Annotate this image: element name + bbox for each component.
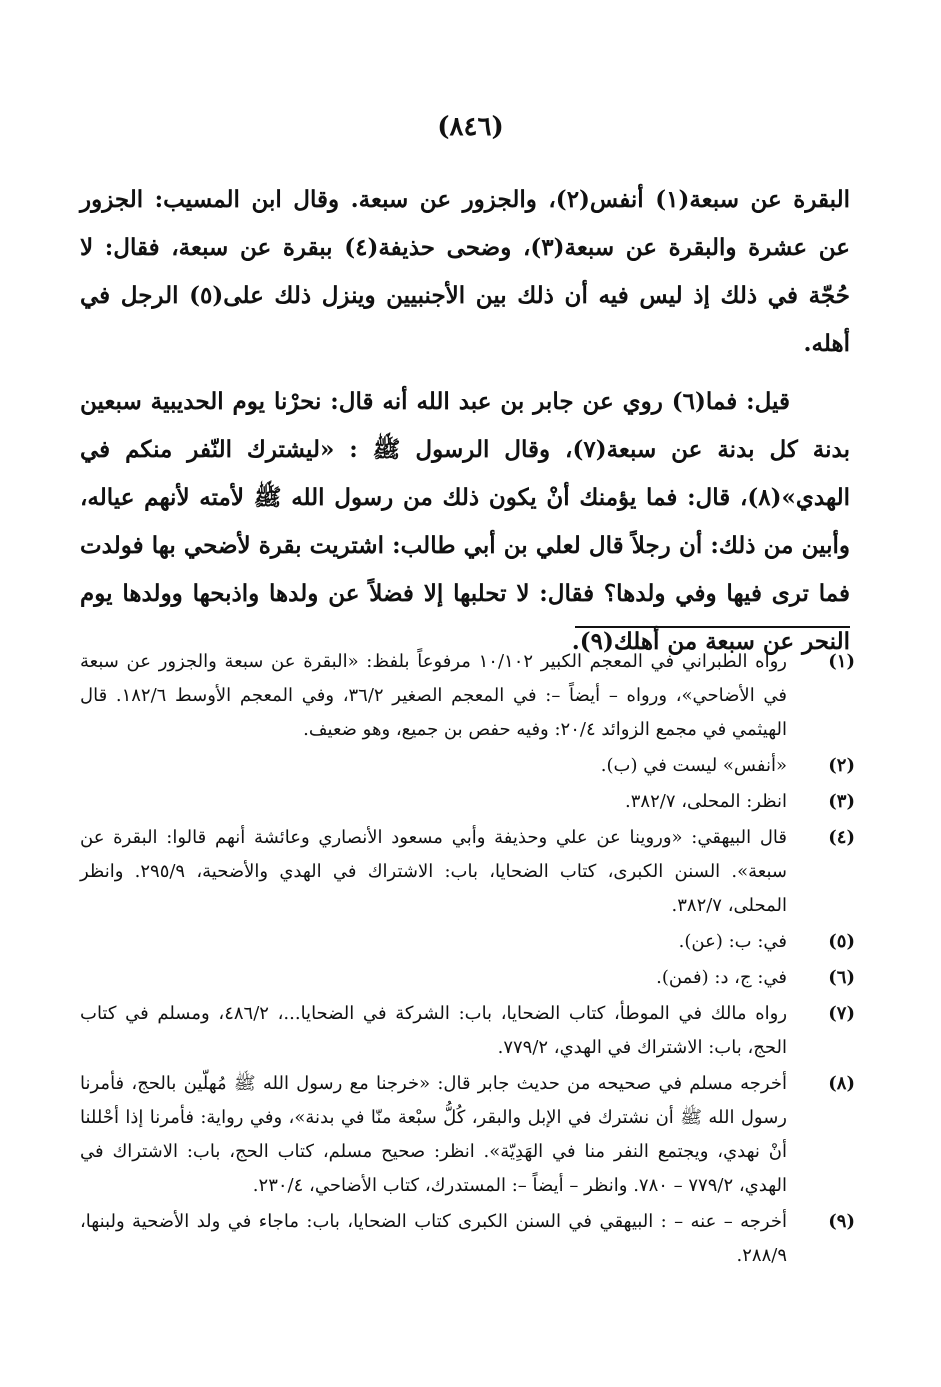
footnote-number: (٣) <box>828 791 855 812</box>
footnote-divider <box>575 626 850 628</box>
footnote-text: أخرجه – عنه – : البيهقي في السنن الكبرى كتاب الضحايا، باب: ماجاء في ولد الأضحية ولبنها، ٢٨٨/٩. <box>80 1211 787 1266</box>
footnote-text: رواه مالك في الموطأ، كتاب الضحايا، باب: الشركة في الضحايا...، ٤٨٦/٢، ومسلم في كتاب الحج، باب: الاشتراك في الهدي، ٧٧٩/٢. <box>80 1003 788 1058</box>
footnote-item <box>80 749 855 783</box>
footnote-number: (٤) <box>828 827 855 848</box>
footnote-text: في: ج، د: (فمن). <box>656 967 787 988</box>
footnote-item <box>80 1067 855 1203</box>
footnote-item <box>80 785 855 819</box>
footnote-item <box>80 1205 855 1273</box>
footnote-number: (٦) <box>828 967 855 988</box>
footnote-item <box>80 961 855 995</box>
footnote-number: (٩) <box>828 1211 855 1232</box>
footnote-text: أخرجه مسلم في صحيحه من حديث جابر قال: «خرجنا مع رسول الله ﷺ مُهلّين بالحج، فأمرنا رسول الله ﷺ أن نشترك في الإبل والبقر، كُلُّ سبْعة منّا في بدنة»، وفي رواية: فأمرنا إذا أحْللنا أنْ نهدي، ويجتمع النفر منا في الهَدِيّة». انظر: صحيح مسلم، كتاب الحج، باب: الاشتراك في الهدي، ٧٧٩/٢ – ٧٨٠. وانظر – أيضاً –: المستدرك، كتاب الأضاحي، ٢٣٠/٤. <box>80 1073 787 1196</box>
footnote-number: (٥) <box>828 931 855 952</box>
paragraph: قيل: فما(٦) روي عن جابر بن عبد الله أنه قال: نحرْنا يوم الحديبية سبعين بدنة كل بدنة عن سبعة(٧)، وقال الرسول ﷺ : «ليشترك النّفر منكم في الهدي»(٨)، قال: فما يؤمنك أنْ يكون ذلك من رسول الله ﷺ لأمته لأنهم عياله، وأبين من ذلك: أن رجلاً قال لعلي بن أبي طالب: اشتريت بقرة لأضحي بها فولدت فما ترى فيها وفي ولدها؟ فقال: لا تحلبها إلا فضلاً عن ولدها واذبحها وولدها يوم النحر عن سبعة من أهلك(٩). <box>80 388 850 655</box>
page-number: (٨٤٦) <box>437 112 504 142</box>
footnote-text: «أنفس» ليست في (ب). <box>600 755 787 776</box>
footnote-number: (٨) <box>828 1073 855 1094</box>
main-text <box>80 176 850 676</box>
footnote-text: في: ب: (عن). <box>678 931 787 952</box>
footnote-text: قال البيهقي: «وروينا عن علي وحذيفة وأبي مسعود الأنصاري وعائشة أنهم قالوا: البقرة عن سبعة». السنن الكبرى، كتاب الضحايا، باب: الاشتراك في الهدي والأضحية، ٢٩٥/٩. وانظر المحلى، ٣٨٢/٧. <box>80 827 787 916</box>
footnote-number: (٢) <box>828 755 855 776</box>
footnote-item <box>80 821 855 923</box>
paragraph: البقرة عن سبعة(١) أنفس(٢)، والجزور عن سبعة. وقال ابن المسيب: الجزور عن عشرة والبقرة عن سبعة(٣)، وضحى حذيفة(٤) ببقرة عن سبعة، فقال: لا حُجّة في ذلك إذ ليس فيه أن ذلك بين الأجنبيين وينزل ذلك على(٥) الرجل في أهله. <box>80 186 851 357</box>
footnote-item <box>80 645 855 747</box>
footnote-item <box>80 925 855 959</box>
footnote-text: رواه الطبراني في المعجم الكبير ١٠/١٠٢ مرفوعاً بلفظ: «البقرة عن سبعة والجزور عن سبعة في الأضاحي»، ورواه – أيضاً –: في المعجم الصغير ٣٦/٢، وفي المعجم الأوسط ١٨٢/٦. قال الهيثمي في مجمع الزوائد ٢٠/٤: وفيه حفص بن جميع، وهو ضعيف. <box>80 651 787 740</box>
footnote-number: (٧) <box>828 1003 855 1024</box>
footnote-text: انظر: المحلى، ٣٨٢/٧. <box>625 791 787 812</box>
footnote-item <box>80 997 855 1065</box>
footnote-number: (١) <box>828 651 855 672</box>
footnotes <box>80 645 855 1275</box>
